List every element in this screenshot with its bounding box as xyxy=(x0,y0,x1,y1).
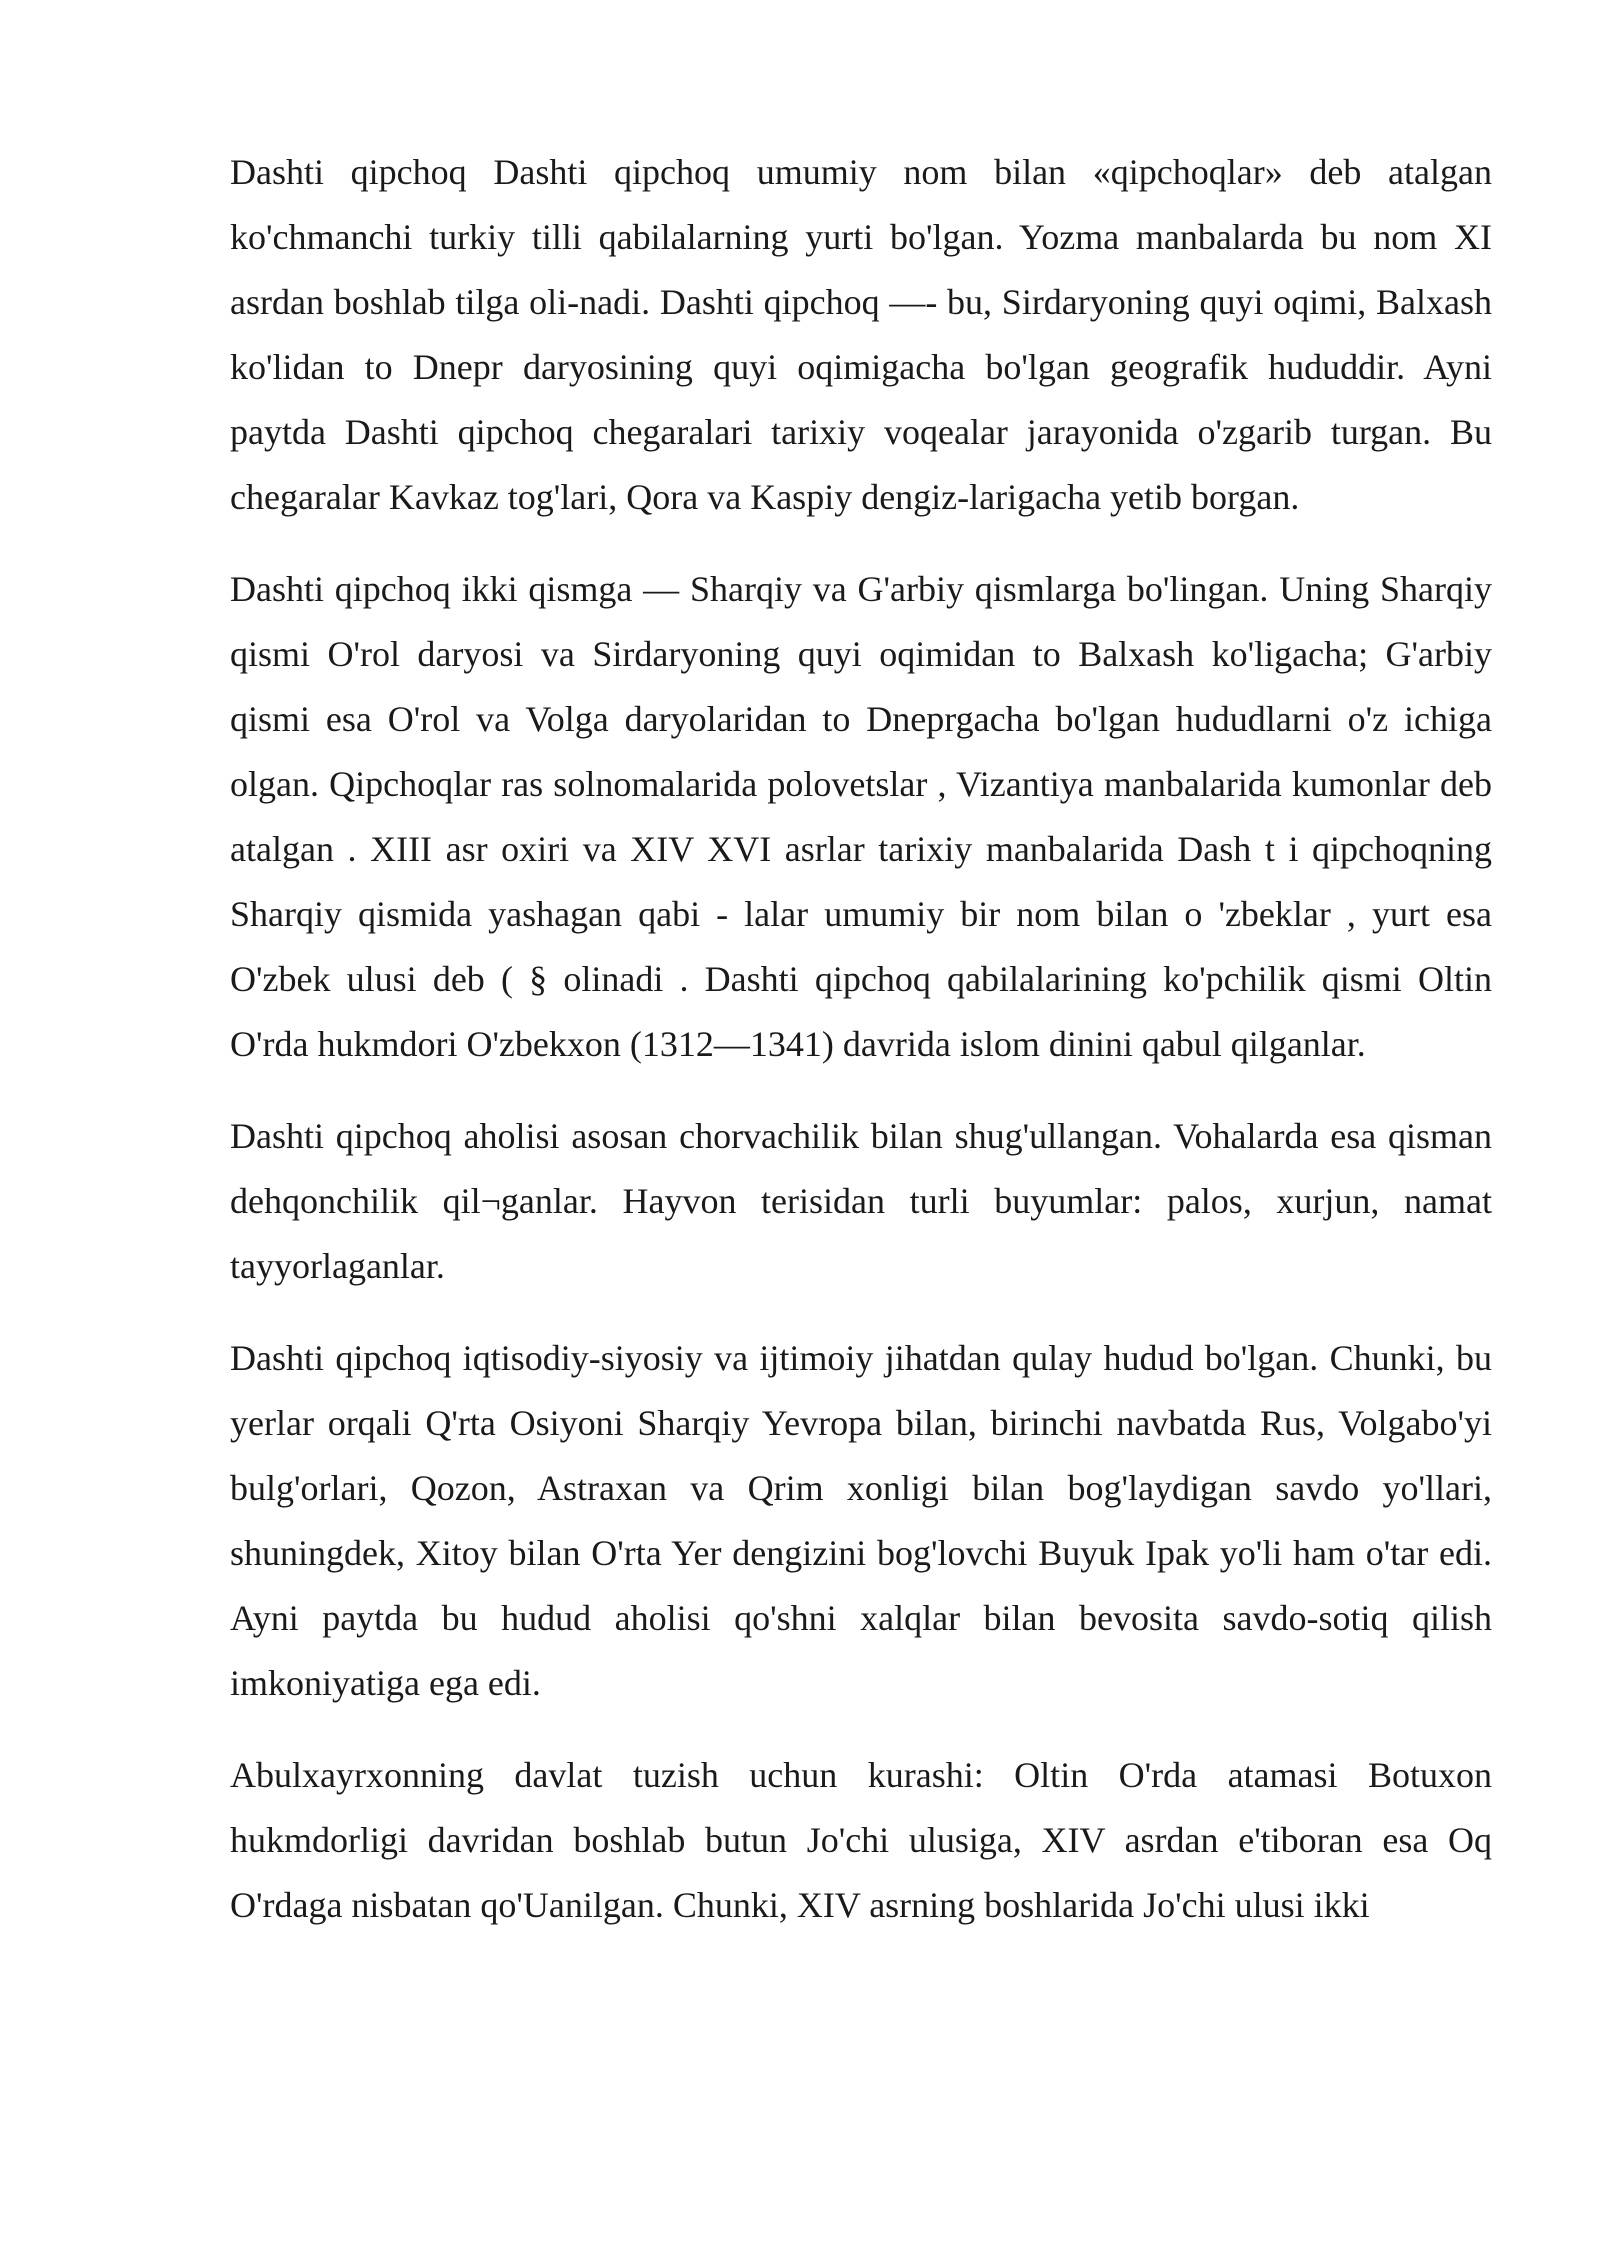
paragraph-trade-routes: Dashti qipchoq iqtisodiy-siyosiy va ijtimoiy jihatdan qulay hudud bo'lgan. Chunki, bu yerlar orqali Q'rta Osiyoni Sharqiy Yevropa bilan, birinchi navbatda Rus, Volgabo'yi bulg'orlari, Qozon, Astraxan va Qrim xonligi bilan bog'laydigan savdo yo'llari, shuningdek, Xitoy bilan O'rta Yer dengizini bog'lovchi Buyuk Ipak yo'li ham o'tar edi. Ayni paytda bu hudud aholisi qo'shni xalqlar bilan bevosita savdo-sotiq qilish imkoniyatiga ega edi. xyxy=(230,1338,1492,1703)
paragraph-economy: Dashti qipchoq aholisi asosan chorvachilik bilan shug'ullangan. Vohalarda esa qisman dehqonchilik qil¬ganlar. Hayvon terisidan turli buyumlar: palos, xurjun, namat tayyorlaganlar. xyxy=(230,1116,1492,1286)
paragraph-eastern-western-parts: Dashti qipchoq ikki qismga — Sharqiy va G'arbiy qismlarga bo'lingan. Uning Sharqiy qismi O'rol daryosi va Sirdaryoning quyi oqimidan to Balxash ko'ligacha; G'arbiy qismi esa O'rol va Volga daryolaridan to Dneprgacha bo'lgan hududlarni o'z ichiga olgan. Qipchoqlar ras solnomalarida polovetslar , Vizantiya manbalarida kumonlar deb atalgan . XIII asr oxiri va XIV XVI asrlar tarixiy manbalarida Dash t i qipchoqning Sharqiy qismida yashagan qabi - lalar umumiy bir nom bilan o 'zbeklar , yurt esa O'zbek ulusi deb ( § olinadi . Dashti qipchoq qabilalarining ko'pchilik qismi Oltin O'rda hukmdori O'zbekxon (1312—1341) davrida islom dinini qabul qilganlar. xyxy=(230,569,1492,1064)
paragraph-dashti-qipchoq-intro: Dashti qipchoq Dashti qipchoq umumiy nom bilan «qipchoqlar» deb atalgan ko'chmanchi turkiy tilli qabilalarning yurti bo'lgan. Yozma manbalarda bu nom XI asrdan boshlab tilga oli-nadi. Dashti qipchoq —- bu, Sirdaryoning quyi oqimi, Balxash ko'lidan to Dnepr daryosining quyi oqimigacha bo'lgan geografik hududdir. Ayni paytda Dashti qipchoq chegaralari tarixiy voqealar jarayonida o'zgarib turgan. Bu chegaralar Kavkaz tog'lari, Qora va Kaspiy dengiz-larigacha yetib borgan. xyxy=(230,152,1492,517)
document-body xyxy=(230,140,1492,1965)
paragraph-abulxayrxon: Abulxayrxonning davlat tuzish uchun kurashi: Oltin O'rda atamasi Botuxon hukmdorligi davridan boshlab butun Jo'chi ulusiga, XIV asrdan e'tiboran esa Oq O'rdaga nisbatan qo'Uanilgan. Chunki, XIV asrning boshlarida Jo'chi ulusi ikki xyxy=(230,1755,1492,1925)
